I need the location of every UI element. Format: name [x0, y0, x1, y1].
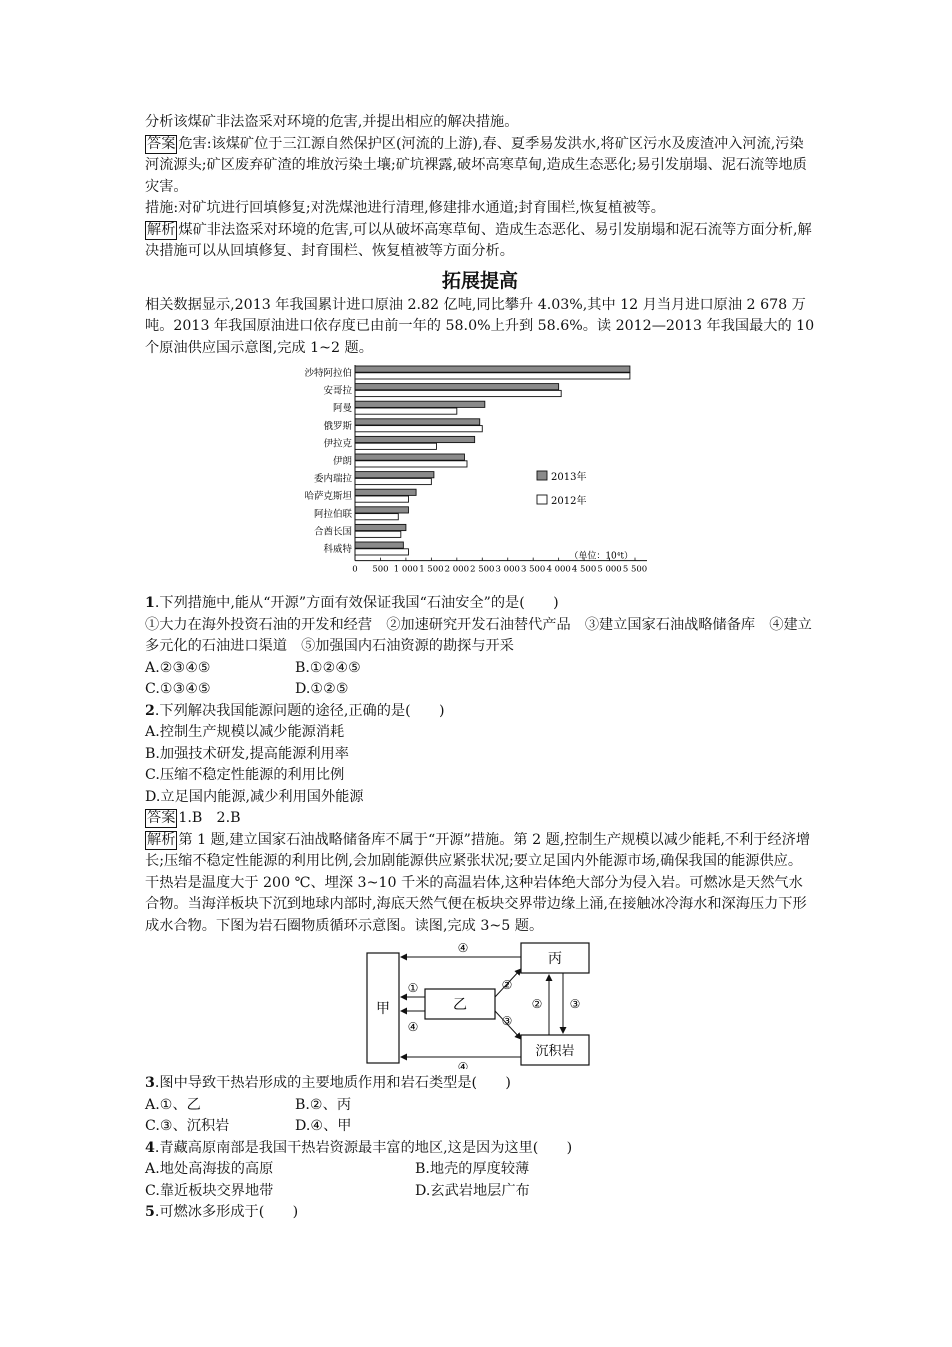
- question-5: [145, 1202, 815, 1224]
- x-tick-label: 1 000: [393, 564, 419, 575]
- option-b[interactable]: B.加强技术研发,提高能源利用率: [145, 745, 349, 762]
- option-a[interactable]: A.控制生产规模以减少能源消耗: [145, 724, 345, 740]
- question-number: 1: [145, 595, 155, 611]
- question-1-items: ①大力在海外投资石油的开发和经营 ②加速研究开发石油替代产品 ③建立国家石油战略储备库 ④建立多元化的石油进口渠道 ⑤加强国内石油资源的勘探与开采: [145, 616, 812, 654]
- bar-2012: [355, 549, 408, 555]
- category-label: 科威特: [323, 544, 352, 555]
- option-row: [145, 1159, 815, 1181]
- question-stem: .图中导致干热岩形成的主要地质作用和岩石类型是( ): [154, 1075, 511, 1091]
- bar-2012: [355, 496, 408, 502]
- arrow-label: ②: [531, 997, 543, 1011]
- category-label: 阿曼: [332, 403, 352, 415]
- box-sedimentary-label: 沉积岩: [535, 1044, 575, 1059]
- option-row: [145, 1181, 815, 1203]
- question-stem: .下列解决我国能源问题的途径,正确的是( ): [154, 702, 445, 719]
- x-tick-label: 2 500: [470, 564, 495, 575]
- category-label: 哈萨克斯坦: [304, 491, 352, 503]
- option-a[interactable]: A.①、乙: [145, 1096, 201, 1113]
- x-tick-label: 5 000: [597, 564, 622, 575]
- bar-2013: [355, 366, 630, 372]
- bar-2012: [355, 478, 431, 484]
- bar-2012: [355, 531, 401, 537]
- bar-2013: [355, 454, 464, 460]
- question-2: [145, 701, 815, 723]
- arrow-label: ④: [457, 1060, 469, 1069]
- rock-cycle-svg: [145, 939, 815, 1069]
- bar-2013: [355, 507, 408, 513]
- bar-2013: [355, 401, 485, 407]
- category-label: 委内瑞拉: [313, 473, 352, 485]
- bar-2013: [355, 542, 403, 548]
- arrow-label: ③: [501, 1014, 513, 1028]
- bar-2013: [355, 384, 559, 390]
- legend-swatch: [537, 495, 547, 504]
- box-bing-label: 丙: [548, 951, 562, 967]
- question-number: 5: [145, 1204, 155, 1220]
- bar-2012: [355, 426, 482, 432]
- analysis-tag: 解析: [147, 831, 176, 848]
- x-tick-label: 5 500: [622, 564, 648, 575]
- category-label: 俄罗斯: [323, 420, 352, 432]
- question-number: 3: [145, 1075, 155, 1091]
- answer-measures: 措施:对矿坑进行回填修复;对洗煤池进行清理,修建排水通道;封育围栏,恢复植被等。: [145, 200, 665, 216]
- question-1: [145, 593, 815, 615]
- x-tick-label: 3 000: [495, 564, 520, 575]
- analysis-text: 第 1 题,建立国家石油战略储备库不属于“开源”措施。第 2 题,控制生产规模以减少能耗,不利于经济增长;压缩不稳定性能源的利用比例,会加剧能源供应紧张状况;要立足国内外能源市场,确保我国的能源供应。: [145, 831, 811, 869]
- answer-block-1: [145, 134, 815, 199]
- arrow-label: ④: [407, 1020, 419, 1034]
- x-tick-label: 1 500: [419, 564, 444, 575]
- category-label: 沙特阿拉伯: [304, 368, 352, 379]
- category-label: 伊拉克: [323, 438, 352, 450]
- legend-swatch: [537, 471, 547, 480]
- document-page: [145, 112, 815, 1224]
- category-label: 伊朗: [332, 456, 352, 467]
- arrow-label: ②: [501, 978, 513, 992]
- x-tick-label: 2 000: [444, 564, 469, 575]
- analysis-block-1: [145, 220, 815, 263]
- x-tick-label: 0: [352, 564, 358, 575]
- option-row: [145, 679, 815, 701]
- question-stem: .青藏高原南部是我国干热岩资源最丰富的地区,这是因为这里( ): [154, 1139, 573, 1156]
- bar-2012: [355, 461, 467, 467]
- option-c[interactable]: C.压缩不稳定性能源的利用比例: [145, 767, 345, 783]
- answer-tag: 答案: [147, 135, 176, 152]
- question-number: 2: [145, 702, 155, 719]
- option-c[interactable]: C.①③④⑤: [145, 681, 211, 697]
- passage-2: 干热岩是温度大于 200 ℃、埋深 3~10 千米的高温岩体,这种岩体绝大部分为侵入岩。可燃冰是天然气水合物。当海洋板块下沉到地球内部时,海底天然气便在板块交界带边缘上涌,在接触冰冷海水和深海压力下形成水合物。下图为岩石圈物质循环示意图。读图,完成 3~5 题。: [145, 874, 807, 934]
- analysis-block-2: [145, 830, 815, 873]
- analysis-text: 煤矿非法盗采对环境的危害,可以从破坏高寒草甸、造成生态恶化、易引发崩塌和泥石流等方面分析,解决措施可以从回填修复、封育围栏、恢复植被等方面分析。: [145, 221, 812, 259]
- question-4: [145, 1138, 815, 1160]
- option-c[interactable]: C.靠近板块交界地带: [145, 1182, 274, 1199]
- answer-tag: 答案: [147, 810, 176, 826]
- option-b[interactable]: B.地壳的厚度较薄: [415, 1161, 530, 1177]
- arrow-label: ①: [407, 981, 419, 995]
- box-jia-label: 甲: [376, 1001, 390, 1017]
- x-tick-label: 4 000: [546, 564, 571, 575]
- passage-1: 相关数据显示,2013 年我国累计进口原油 2.82 亿吨,同比攀升 4.03%,其中 12 月当月进口原油 2 678 万吨。2013 年我国原油进口依存度已由前一年的 58.0%上升到 58.6%。读 2012—2013 年我国最大的 10 个原油供应国示意图,完成 1~2 题。: [145, 296, 815, 356]
- answer-text: 1.B 2.B: [178, 810, 241, 826]
- bar-2012: [355, 443, 436, 449]
- bar-chart-svg: [145, 361, 815, 593]
- option-d[interactable]: D.立足国内能源,减少利用国外能源: [145, 788, 364, 805]
- x-tick-label: 3 500: [521, 564, 546, 575]
- answer-block-2: [145, 808, 815, 830]
- option-a[interactable]: A.地处高海拔的高原: [145, 1161, 274, 1177]
- question-stem: .可燃冰多形成于( ): [154, 1204, 299, 1220]
- bar-2013: [355, 419, 480, 425]
- bar-2012: [355, 390, 561, 396]
- legend-label: 2012年: [551, 496, 587, 507]
- analysis-tag: 解析: [147, 221, 176, 238]
- bar-2012: [355, 408, 457, 414]
- option-row: [145, 1095, 815, 1117]
- oil-supplier-chart: [145, 361, 815, 593]
- legend-label: 2013年: [551, 472, 587, 483]
- arrow-label: ④: [457, 941, 469, 955]
- bar-2012: [355, 514, 398, 520]
- option-row: [145, 658, 815, 680]
- option-d[interactable]: D.玄武岩地层广布: [415, 1182, 530, 1199]
- bar-2013: [355, 436, 475, 442]
- category-label: 合酋长国: [313, 526, 352, 538]
- category-label: 阿拉伯联: [313, 508, 352, 520]
- box-yi-label: 乙: [453, 997, 467, 1013]
- bar-2012: [355, 373, 630, 379]
- option-b[interactable]: B.②、丙: [295, 1096, 352, 1113]
- x-tick-label: 500: [372, 564, 389, 575]
- option-b[interactable]: B.①②④⑤: [295, 659, 361, 676]
- question-number: 4: [145, 1139, 155, 1156]
- bar-2013: [355, 472, 434, 478]
- question-stem: .下列措施中,能从“开源”方面有效保证我国“石油安全”的是( ): [154, 595, 559, 611]
- option-row: [145, 1116, 815, 1138]
- bar-2013: [355, 489, 416, 495]
- option-a[interactable]: A.②③④⑤: [145, 659, 211, 676]
- option-d[interactable]: D.④、甲: [295, 1118, 352, 1134]
- intro-line: 分析该煤矿非法盗采对环境的危害,并提出相应的解决措施。: [145, 114, 519, 130]
- section-title: 拓展提高: [441, 269, 518, 292]
- option-d[interactable]: D.①②⑤: [295, 681, 349, 697]
- question-3: [145, 1073, 815, 1095]
- answer-text: 危害:该煤矿位于三江源自然保护区(河流的上游),春、夏季易发洪水,将矿区污水及废渣冲入河流,污染河流源头;矿区废弃矿渣的堆放污染土壤;矿坑裸露,破坏高寒草甸,造成生态恶化;易引发崩塌、泥石流等地质灾害。: [145, 135, 807, 195]
- unit-label: （单位：10⁴t）: [569, 551, 633, 562]
- arrow-label: ③: [569, 997, 581, 1011]
- bar-2013: [355, 524, 406, 530]
- rock-cycle-diagram: [145, 939, 815, 1069]
- option-c[interactable]: C.③、沉积岩: [145, 1118, 230, 1134]
- category-label: 安哥拉: [323, 385, 352, 397]
- x-tick-label: 4 500: [571, 564, 597, 575]
